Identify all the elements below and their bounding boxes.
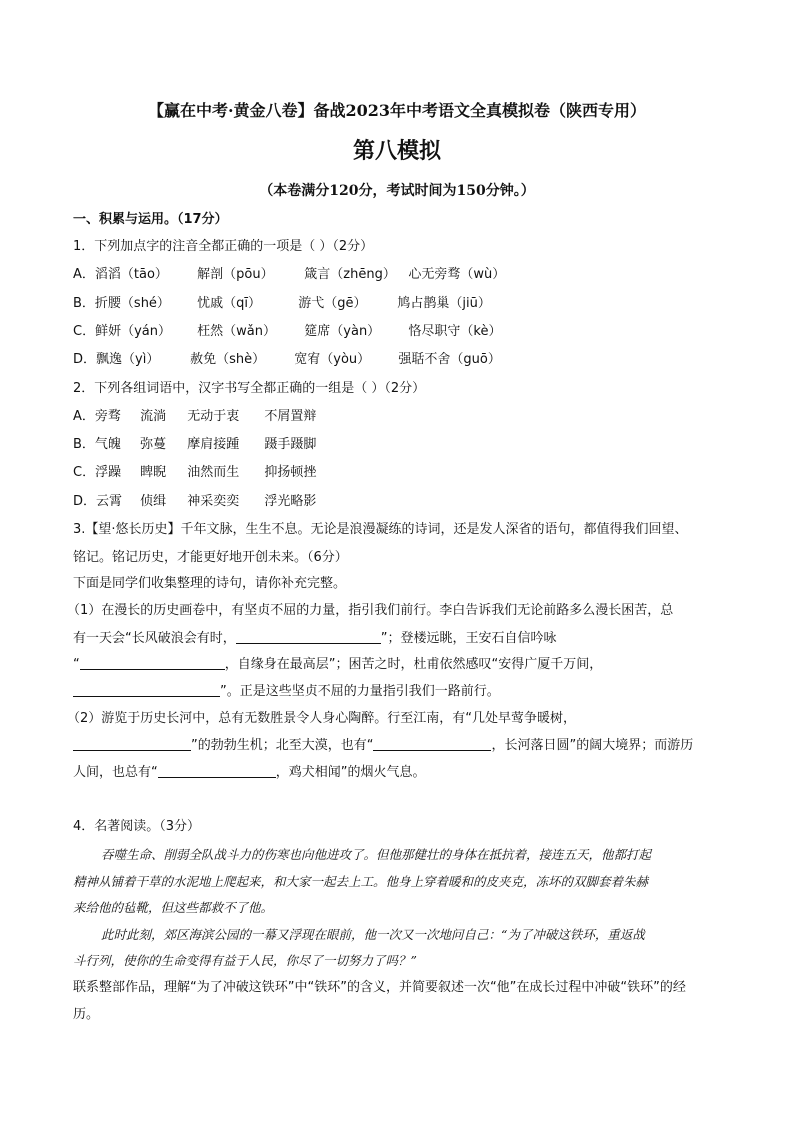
q3-p2-line1: （2）游览于历史长河中，总有无数胜景令人身心陶醉。行至江南，有“几处早莺争暖树，	[67, 711, 577, 726]
exam-title: 【赢在中考·黄金八卷】备战2023年中考语文全真模拟卷（陕西专用）	[147, 101, 647, 120]
q2-c-3: 油然而生	[187, 465, 240, 480]
answer-blank-5[interactable]	[373, 737, 491, 751]
q2-option-a	[73, 408, 316, 426]
q2-a-1: A．旁骛	[73, 409, 121, 424]
q2-c-4: 抑扬顿挫	[264, 465, 317, 480]
q3-p1-line1: （1）在漫长的历史画卷中，有坚贞不屈的力量，指引我们前行。李白告诉我们无论前路多么漫长困苦，总	[67, 603, 674, 618]
q4-passage2-line1: 此时此刻，郊区海滨公园的一幕又浮现在眼前，他一次又一次地问自己：“为了冲破这铁环，重返战	[101, 927, 645, 942]
q1-a-1: A．滔滔（tāo）	[73, 267, 168, 282]
q3-p2-text-d: 人间，也总有“	[73, 765, 158, 780]
q2-stem: 2．下列各组词语中，汉字书写全都正确的一组是（ ）（2分）	[73, 381, 426, 396]
q3-p1-text-b: ”；登楼远眺，王安石自信吟咏	[380, 631, 557, 646]
exam-subtitle: 第八模拟	[352, 138, 441, 164]
q2-d-2: 侦缉	[140, 494, 167, 509]
q3-p1-text-e: ”。正是这些坚贞不屈的力量指引我们一路前行。	[220, 684, 500, 699]
q2-option-c	[73, 464, 316, 482]
q4-passage1-line3: 来给他的毡靴，但这些都救不了他。	[73, 900, 274, 915]
q3-intro: 下面是同学们收集整理的诗句，请你补充完整。	[73, 576, 347, 591]
q1-b-1: B．折腰（shé）	[73, 296, 170, 311]
q3-p1-text-d: ，自缘身在最高层”；困苦之时，杜甫依然感叹“安得广厦千万间，	[224, 657, 603, 672]
q1-c-4: 恪尽职守（kè）	[408, 324, 502, 339]
q1-c-3: 筵席（yàn）	[304, 324, 381, 339]
q1-stem: 1．下列加点字的注音全都正确的一项是（ ）（2分）	[73, 239, 374, 254]
q4-passage1-line1: 吞噬生命、削弱全队战斗力的伤寒也向他进攻了。但他那健壮的身体在抵抗着，接连五天，他都打起	[101, 847, 652, 862]
exam-note: （本卷满分120分，考试时间为150分钟。）	[259, 183, 535, 199]
q2-d-1: D．云霄	[73, 494, 123, 509]
q2-b-4: 蹑手蹑脚	[264, 437, 317, 452]
answer-blank-4[interactable]	[73, 737, 191, 751]
answer-blank-2[interactable]	[80, 656, 225, 670]
q2-d-3: 神采奕奕	[187, 494, 240, 509]
q1-b-2: 忧戚（qī）	[197, 296, 262, 311]
q3-p1-text-a: 有一天会“长风破浪会有时，	[73, 631, 236, 646]
q3-p2-line3	[73, 764, 426, 782]
q3-p2-text-b: ”的勃勃生机；北至大漠，也有“	[191, 738, 374, 753]
q4-question-line2: 历。	[73, 1007, 100, 1022]
q3-p1-line2	[73, 630, 557, 648]
q2-a-2: 流淌	[140, 409, 167, 424]
q1-option-c	[73, 323, 502, 341]
q1-a-3: 箴言（zhēng）	[304, 267, 396, 282]
q1-d-3: 宽宥（yòu）	[294, 352, 371, 367]
q3-p2-line2	[73, 737, 693, 755]
q3-p1-line3	[73, 656, 602, 674]
answer-blank-6[interactable]	[158, 764, 276, 778]
q1-b-4: 鸠占鹊巢（jiū）	[397, 296, 491, 311]
q1-a-2: 解剖（pōu）	[197, 267, 274, 282]
q1-d-1: D．飘逸（yì）	[73, 352, 160, 367]
q1-option-b	[73, 295, 491, 313]
q2-c-2: 睥睨	[140, 465, 167, 480]
q2-option-d	[73, 493, 316, 511]
q2-d-4: 浮光略影	[264, 494, 317, 509]
q2-option-b	[73, 436, 316, 454]
section-heading: 一、积累与运用。（17分）	[73, 212, 228, 227]
q3-p2-text-c: ，长河落日圆”的阔大境界；而游历	[491, 738, 694, 753]
q4-passage1-line2: 精神从铺着干草的水泥地上爬起来，和大家一起去上工。他身上穿着暖和的皮夹克，冻坏的双脚套着朱赫	[73, 874, 649, 889]
q4-question-line1: 联系整部作品，理解“为了冲破这铁环”中“铁环”的含义，并简要叙述一次“他”在成长过程中冲破“铁环”的经	[73, 980, 686, 995]
q2-b-1: B．气魄	[73, 437, 121, 452]
q3-p2-text-e: ，鸡犬相闻”的烟火气息。	[275, 765, 426, 780]
q3-stem-line2: 铭记。铭记历史，才能更好地开创未来。（6分）	[73, 550, 348, 565]
q2-a-4: 不屑置辩	[264, 409, 317, 424]
q1-c-1: C．鲜妍（yán）	[73, 324, 171, 339]
q4-stem: 4．名著阅读。（3分）	[73, 819, 201, 834]
q3-stem-line1: 3.【望·悠长历史】千年文脉，生生不息。无论是浪漫凝练的诗词，还是发人深省的语句，都值得我们回望、	[73, 522, 688, 537]
q1-a-4: 心无旁骛（wù）	[408, 267, 506, 282]
q3-p1-line4	[73, 683, 500, 701]
q1-option-d	[73, 351, 501, 369]
q1-c-2: 枉然（wǎn）	[197, 324, 276, 339]
q4-passage2-line2: 斗行列，使你的生命变得有益于人民，你尽了一切努力了吗？”	[73, 953, 417, 968]
q2-b-2: 弥蔓	[140, 437, 167, 452]
q1-option-a	[73, 266, 505, 284]
q1-b-3: 游弋（gē）	[298, 296, 367, 311]
q2-c-1: C．浮躁	[73, 465, 122, 480]
q1-d-4: 强聒不舍（guō）	[398, 352, 501, 367]
q2-b-3: 摩肩接踵	[187, 437, 240, 452]
answer-blank-3[interactable]	[73, 683, 220, 697]
q3-p1-text-c: “	[73, 657, 80, 672]
q2-a-3: 无动于衷	[187, 409, 240, 424]
q1-d-2: 赦免（shè）	[190, 352, 266, 367]
answer-blank-1[interactable]	[236, 630, 381, 644]
